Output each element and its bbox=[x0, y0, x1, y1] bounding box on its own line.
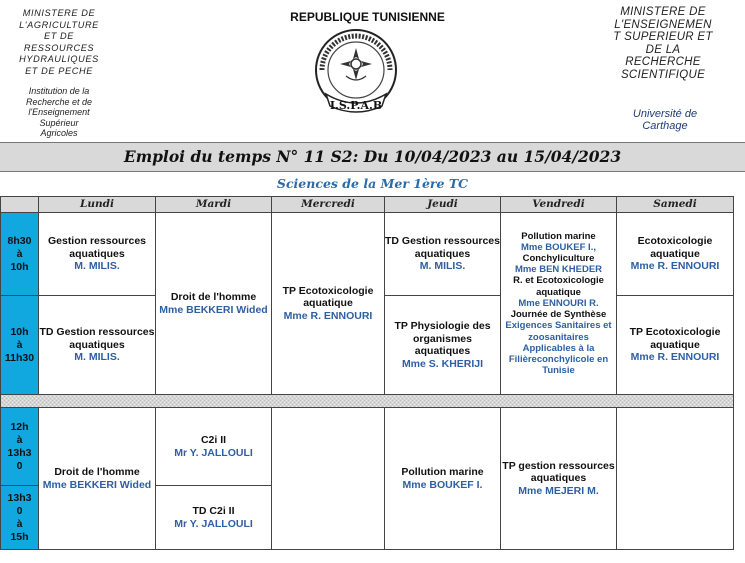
cell-samedi-2 bbox=[617, 296, 734, 395]
event-name: Journée de Synthèse bbox=[510, 309, 607, 321]
teacher-name: Mme BOUKEF I. bbox=[402, 478, 483, 491]
day-header-lundi: Lundi bbox=[39, 197, 156, 213]
institution-line: Supérieur bbox=[39, 117, 79, 128]
course-name: Pollution marine bbox=[521, 230, 596, 242]
time-line: 12h bbox=[10, 420, 29, 433]
course-name: TP Physiologie des organismes aquatiques bbox=[394, 320, 491, 357]
teacher-name: M. MILIS. bbox=[74, 260, 120, 273]
ministry-agriculture-line: RESSOURCES bbox=[23, 42, 95, 53]
institution-line: Agricoles bbox=[40, 128, 78, 138]
ministry-agriculture-line: MINISTERE DE bbox=[22, 8, 96, 18]
institution-name bbox=[4, 86, 114, 139]
cell-samedi-34 bbox=[617, 408, 734, 550]
university-line: Carthage bbox=[642, 120, 688, 132]
teacher-name: Mme ENNOURI R. bbox=[518, 297, 599, 309]
ministry-agriculture-line: L'AGRICULTURE bbox=[19, 19, 99, 30]
course-name: TP gestion ressources aquatiques bbox=[502, 459, 615, 485]
schedule-title: Emploi du temps N° 11 S2: Du 10/04/2023 au 15/04/2023 bbox=[0, 142, 745, 172]
course-name: TD C2i II bbox=[192, 505, 235, 517]
ministry-education-line: RECHERCHE bbox=[625, 56, 701, 68]
cell-mercredi-12 bbox=[272, 213, 385, 395]
cell-lundi-1 bbox=[39, 213, 156, 296]
time-line: 15h bbox=[10, 530, 29, 543]
cell-jeudi-34 bbox=[385, 408, 501, 550]
republic-title: REPUBLIQUE TUNISIENNE bbox=[290, 10, 445, 24]
day-header-mercredi: Mercredi bbox=[272, 197, 385, 213]
ministry-higher-education bbox=[598, 6, 728, 81]
time-line: à bbox=[16, 517, 23, 530]
course-name: TD Gestion ressources aquatiques bbox=[39, 326, 155, 351]
cell-lundi-34 bbox=[39, 408, 156, 550]
cell-vendredi-34 bbox=[501, 408, 617, 550]
course-name: TD Gestion ressources aquatiques bbox=[385, 235, 500, 260]
time-slot-1 bbox=[1, 213, 39, 296]
course-name: TP Ecotoxicologie aquatique bbox=[282, 284, 374, 310]
day-header-mardi: Mardi bbox=[156, 197, 272, 213]
university-name bbox=[610, 108, 720, 132]
course-name: C2i II bbox=[200, 434, 227, 446]
time-line: 0 bbox=[16, 459, 23, 472]
teacher-name: M. MILIS. bbox=[419, 260, 466, 273]
university-line: Université de bbox=[632, 108, 698, 120]
cell-lundi-2 bbox=[39, 296, 156, 395]
course-name: Droit de l'homme bbox=[170, 291, 257, 303]
ministry-agriculture-line: HYDRAULIQUES bbox=[19, 54, 99, 64]
day-header-vendredi: Vendredi bbox=[501, 197, 617, 213]
ministry-agriculture-line: ET DE PECHE bbox=[25, 65, 93, 76]
ministry-education-line: T SUPERIEUR ET bbox=[613, 31, 713, 43]
time-line: à bbox=[16, 338, 23, 351]
course-name: Droit de l'homme bbox=[54, 466, 140, 478]
time-header bbox=[1, 197, 39, 213]
day-header-samedi: Samedi bbox=[617, 197, 734, 213]
time-slot-3 bbox=[1, 408, 39, 486]
teacher-name: Mr Y. JALLOULI bbox=[174, 517, 253, 530]
teacher-name: Mme R. ENNOURI bbox=[630, 260, 720, 273]
teacher-name: Mme BEKKERI Wided bbox=[159, 303, 268, 316]
ministry-education-line: MINISTERE DE bbox=[620, 6, 706, 18]
course-name: Pollution marine bbox=[401, 466, 484, 478]
teacher-name: Mme MEJERI M. bbox=[518, 484, 599, 497]
time-line: 10h bbox=[10, 260, 29, 273]
time-line: 13h3 bbox=[7, 446, 32, 459]
course-name: Gestion ressources aquatiques bbox=[47, 235, 147, 260]
teacher-name: Mr Y. JALLOULI bbox=[174, 446, 253, 459]
teacher-name: Mme BEN KHEDER bbox=[514, 264, 603, 276]
teacher-name: Mme BEKKERI Wided bbox=[42, 478, 152, 491]
timetable bbox=[0, 196, 734, 550]
institution-line: l'Enseignement bbox=[28, 107, 90, 117]
schedule-subtitle: Sciences de la Mer 1ère TC bbox=[276, 176, 469, 191]
institution-line: Recherche et de bbox=[25, 96, 93, 107]
ministry-agriculture-line: ET DE bbox=[43, 31, 75, 41]
time-slot-2 bbox=[1, 296, 39, 395]
time-line: 0 bbox=[16, 504, 23, 517]
cell-jeudi-1 bbox=[385, 213, 501, 296]
course-name: R. et Ecotoxicologie aquatique bbox=[513, 275, 604, 298]
cell-mardi-4 bbox=[156, 486, 272, 550]
ispab-logo bbox=[312, 26, 400, 118]
teacher-name: Mme S. KHERIJI bbox=[401, 357, 484, 370]
course-name: TP Ecotoxicologie aquatique bbox=[629, 326, 721, 351]
ministry-agriculture bbox=[4, 8, 114, 77]
time-line: 11h30 bbox=[4, 351, 35, 364]
cell-mardi-12 bbox=[156, 213, 272, 395]
ministry-education-line: L'ENSEIGNEMEN bbox=[614, 18, 712, 31]
time-line: 13h3 bbox=[7, 491, 32, 504]
ministry-education-line: SCIENTIFIQUE bbox=[620, 68, 706, 81]
teacher-name: Mme R. ENNOURI bbox=[283, 309, 373, 322]
cell-mardi-3 bbox=[156, 408, 272, 486]
event-topic: Exigences Sanitaires et zoosanitaires Applicables à la Filièreconchylicole en Tunisie bbox=[505, 320, 612, 377]
course-name: Ecotoxicologie aquatique bbox=[637, 235, 713, 260]
ministry-education-line: DE LA bbox=[645, 43, 681, 56]
teacher-name: M. MILIS. bbox=[74, 351, 120, 364]
time-line: à bbox=[16, 433, 23, 446]
cell-mercredi-34 bbox=[272, 408, 385, 550]
cell-samedi-1 bbox=[617, 213, 734, 296]
teacher-name: Mme BOUKEF I., bbox=[521, 241, 596, 253]
lunch-separator bbox=[1, 395, 734, 408]
time-line: à bbox=[16, 247, 23, 260]
cell-vendredi-12 bbox=[501, 213, 617, 395]
course-name: Conchyliculture bbox=[522, 253, 595, 265]
teacher-name: Mme R. ENNOURI bbox=[630, 351, 720, 364]
logo-text: I.S.P.A.B bbox=[329, 99, 383, 112]
time-line: 10h bbox=[10, 325, 29, 338]
day-header-jeudi: Jeudi bbox=[385, 197, 501, 213]
time-slot-4 bbox=[1, 486, 39, 550]
cell-jeudi-2 bbox=[385, 296, 501, 395]
time-line: 8h30 bbox=[7, 234, 32, 247]
institution-line: Institution de la bbox=[28, 86, 90, 96]
